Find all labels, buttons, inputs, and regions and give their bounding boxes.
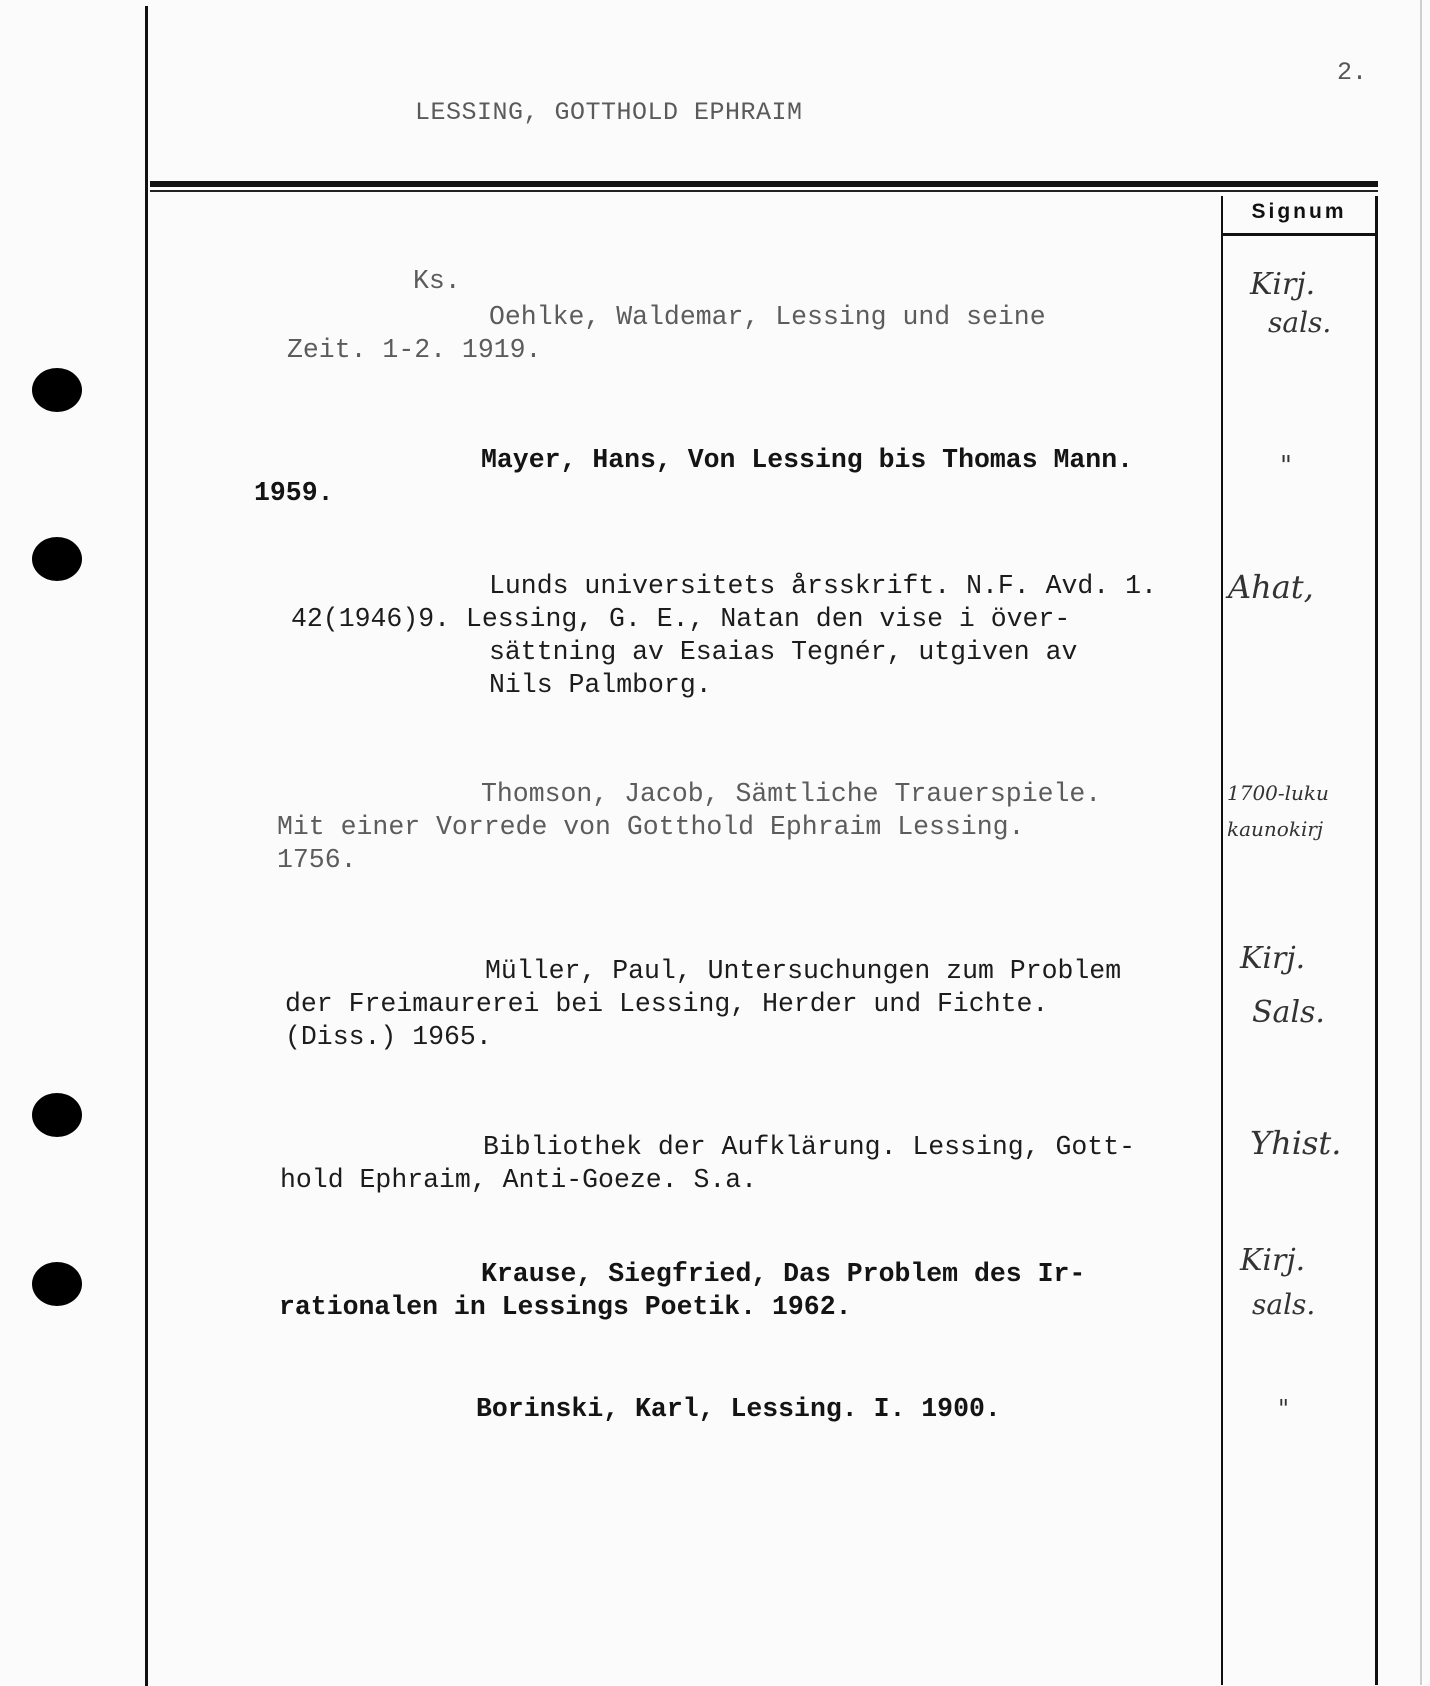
entry-text: Thomson, Jacob, Sämtliche Trauerspiele. — [481, 779, 1102, 809]
signum-handwritten: Kirj. — [1240, 941, 1306, 976]
signum-column-header: Signum — [1251, 200, 1347, 223]
entry-text: 1756. — [277, 845, 357, 875]
punch-hole — [32, 368, 82, 412]
left-margin-rule — [145, 6, 148, 1686]
signum-handwritten: sals. — [1252, 1288, 1316, 1321]
signum-handwritten: Sals. — [1252, 995, 1325, 1030]
entry-text: rationalen in Lessings Poetik. 1962. — [279, 1292, 852, 1322]
entry-text: Zeit. 1-2. 1919. — [287, 335, 542, 365]
signum-handwritten: Ahat, — [1228, 568, 1314, 606]
signum-handwritten: kaunokirj — [1227, 817, 1324, 841]
entry-text: hold Ephraim, Anti-Goeze. S.a. — [280, 1165, 758, 1195]
punch-hole — [32, 1262, 82, 1306]
entry-text: der Freimaurerei bei Lessing, Herder und Fichte. — [285, 989, 1049, 1019]
signum-header-rule — [1223, 233, 1375, 236]
entry-text: 42(1946)9. Lessing, G. E., Natan den vise i över- — [291, 604, 1071, 634]
signum-ditto: " — [1280, 451, 1292, 481]
signum-handwritten: 1700-luku — [1227, 781, 1329, 805]
entry-text: sättning av Esaias Tegnér, utgiven av — [489, 637, 1078, 667]
signum-handwritten: Kirj. — [1250, 267, 1316, 302]
entry-text: Mayer, Hans, Von Lessing bis Thomas Mann. — [481, 445, 1134, 475]
entry-text: Bibliothek der Aufklärung. Lessing, Gott- — [483, 1132, 1136, 1162]
entry-text: Lunds universitets årsskrift. N.F. Avd. 1. — [489, 571, 1157, 601]
entry-text: Nils Palmborg. — [489, 670, 712, 700]
entry-text: 1959. — [254, 478, 334, 508]
signum-column-right-rule — [1375, 196, 1378, 1685]
entry-text: Müller, Paul, Untersuchungen zum Problem — [485, 956, 1122, 986]
punch-hole — [32, 537, 82, 581]
signum-column-left-rule — [1221, 196, 1223, 1685]
card-right-edge — [1420, 0, 1422, 1685]
entry-text: Borinski, Karl, Lessing. I. 1900. — [476, 1394, 1001, 1424]
signum-handwritten: sals. — [1268, 306, 1332, 339]
header-rule — [150, 181, 1378, 187]
page-title: LESSING, GOTTHOLD EPHRAIM — [415, 98, 803, 127]
header-rule-thin — [150, 190, 1378, 192]
entry-text: (Diss.) 1965. — [285, 1022, 492, 1052]
entry-text: Ks. — [413, 266, 461, 296]
entry-text: Mit einer Vorrede von Gotthold Ephraim Lessing. — [277, 812, 1025, 842]
entry-text: Krause, Siegfried, Das Problem des Ir- — [481, 1259, 1086, 1289]
signum-ditto: " — [1278, 1395, 1290, 1423]
signum-handwritten: Kirj. — [1240, 1243, 1306, 1278]
page-number: 2. — [1337, 58, 1368, 87]
signum-handwritten: Yhist. — [1250, 1124, 1342, 1162]
entry-text: Oehlke, Waldemar, Lessing und seine — [489, 302, 1046, 332]
punch-hole — [32, 1093, 82, 1137]
